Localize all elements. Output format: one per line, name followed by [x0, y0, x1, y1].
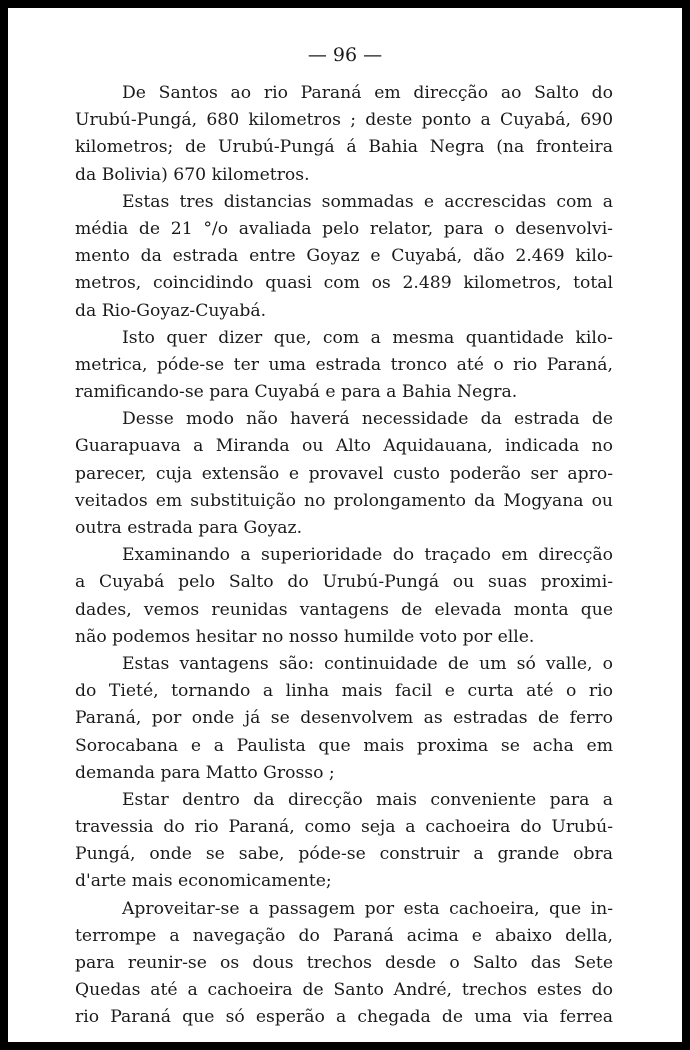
text-line: outra estrada para Goyaz.: [75, 518, 303, 538]
text-line: parecer, cuja extensão e provavel custo poderão ser apro-: [75, 463, 613, 484]
text-line: para reunir-se os dous trechos desde o Salto das Sete: [75, 953, 613, 973]
text-line: Estas tres distancias sommadas e accrescidas com a: [122, 191, 613, 212]
text-line: da Bolivia) 670 kilometros.: [75, 164, 310, 185]
text-line: d'arte mais economicamente;: [75, 871, 332, 892]
text-line: Paraná, por onde já se desenvolvem as estradas de ferro: [75, 708, 613, 729]
text-line: dades, vemos reunidas vantagens de elevada monta que: [75, 599, 613, 620]
text-line: demanda para Matto Grosso ;: [75, 762, 335, 783]
text-line: Estas vantagens são: continuidade de um só valle, o: [122, 653, 613, 674]
text-line: travessia do rio Paraná, como seja a cachoeira do Urubú-: [75, 817, 613, 838]
text-line: Pungá, onde se sabe, póde-se construir a grande obra: [75, 844, 613, 865]
book-page: [8, 8, 682, 1042]
text-line: metrica, póde-se ter uma estrada tronco até o rio Paraná,: [75, 354, 613, 375]
text-line: veitados em substituição no prolongamento da Mogyana ou: [75, 490, 613, 511]
text-line: Aproveitar-se a passagem por esta cachoeira, que in-: [122, 898, 613, 919]
text-line: rio Paraná que só esperão a chegada de uma via ferrea: [75, 1007, 613, 1028]
text-line: kilometros; de Urubú-Pungá á Bahia Negra (na fronteira: [75, 137, 613, 158]
text-line: metros, coincidindo quasi com os 2.489 kilometros, total: [75, 273, 613, 294]
text-line: mento da estrada entre Goyaz e Cuyabá, dão 2.469 kilo-: [75, 246, 613, 267]
page-number: — 96 —: [307, 44, 383, 66]
text-line: média de 21 °/o avaliada pelo relator, para o desenvolvi-: [75, 218, 613, 239]
text-line: da Rio-Goyaz-Cuyabá.: [75, 300, 267, 321]
text-line: Desse modo não haverá necessidade da estrada de: [122, 409, 613, 430]
text-line: a Cuyabá pelo Salto do Urubú-Pungá ou suas proximi-: [75, 572, 613, 593]
text-line: Urubú-Pungá, 680 kilometros ; deste ponto a Cuyabá, 690: [75, 110, 613, 131]
text-line: Guarapuava a Miranda ou Alto Aquidauana, indicada no: [75, 436, 613, 457]
text-line: Quedas até a cachoeira de Santo André, trechos estes do: [75, 980, 613, 1001]
text-line: terrompe a navegação do Paraná acima e abaixo della,: [75, 925, 613, 946]
body-text: [75, 80, 613, 1032]
text-line: Isto quer dizer que, com a mesma quantidade kilo-: [122, 327, 613, 348]
text-line: Estar dentro da direcção mais conveniente para a: [122, 789, 613, 810]
text-line: ramificando-se para Cuyabá e para a Bahia Negra.: [75, 382, 518, 403]
text-line: Sorocabana e a Paulista que mais proxima se acha em: [75, 735, 613, 756]
text-line: Examinando a superioridade do traçado em direcção: [122, 545, 613, 566]
text-line: De Santos ao rio Paraná em direcção ao Salto do: [122, 83, 613, 103]
text-line: do Tieté, tornando a linha mais facil e curta até o rio: [75, 681, 613, 702]
text-line: não podemos hesitar no nosso humilde voto por elle.: [75, 626, 535, 647]
